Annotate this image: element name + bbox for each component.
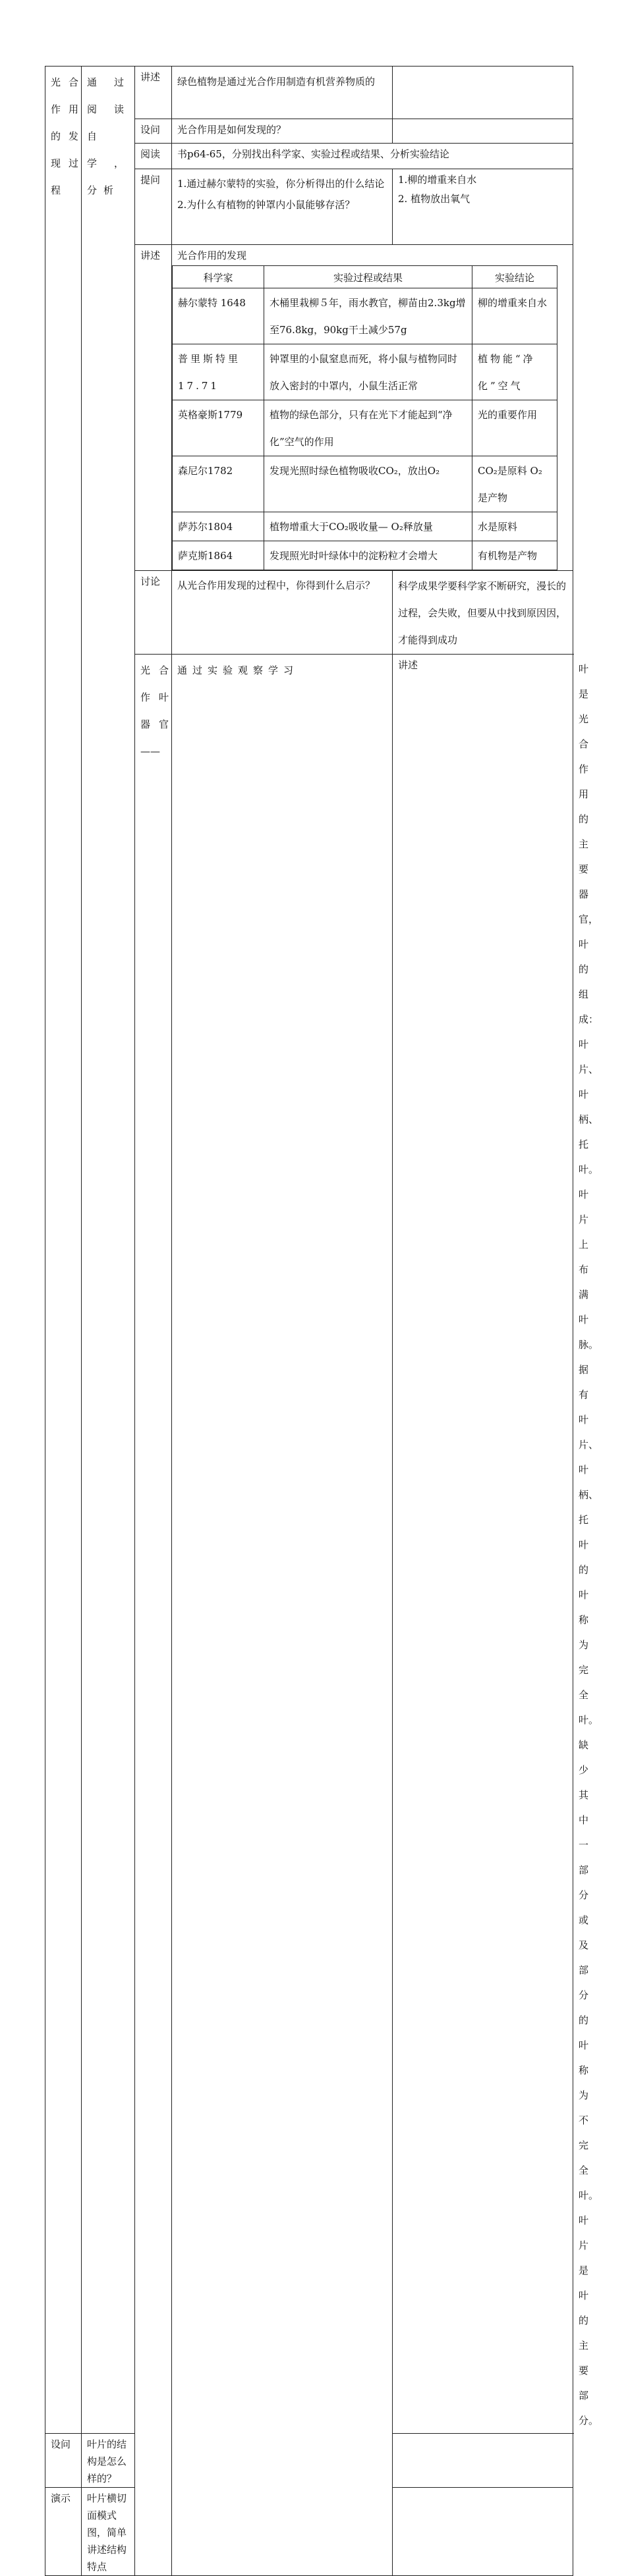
table-row — [173, 400, 557, 456]
conclusion-cell: 水是原料 — [472, 512, 557, 541]
table-row — [173, 344, 557, 400]
conclusion-cell: 有机物是产物 — [472, 541, 557, 570]
column-header: 实验结论 — [472, 266, 557, 288]
table-row — [45, 67, 573, 119]
content-cell: 叶片的结构是怎么样的？ — [82, 2434, 135, 2488]
conclusion-cell: 植物能“净化”空气 — [472, 344, 557, 400]
answer-cell: 1.柳的增重来自水 2. 植物放出氧气 — [393, 169, 573, 245]
answer-cell: 科学成果学要科学家不断研究，漫长的过程，会失败，但要从中找到原因因，才能得到成功 — [393, 571, 573, 655]
label-cell: 设问 — [45, 2434, 82, 2488]
label-cell: 讨论 — [135, 571, 172, 655]
column-header: 科学家 — [173, 266, 264, 288]
table-row — [173, 541, 557, 570]
method-cell: 通过阅读自学，分析 — [82, 67, 135, 2434]
scientist-cell: 萨苏尔1804 — [173, 512, 264, 541]
discovery-table — [172, 265, 557, 570]
table-row — [173, 288, 557, 344]
label-cell: 讲述 — [135, 245, 172, 571]
answer-cell — [393, 2434, 573, 2488]
table-row — [173, 512, 557, 541]
content-cell: 1.通过赫尔蒙特的实验，你分析得出的什么结论 2.为什么有植物的钟罩内小鼠能够存活？ — [172, 169, 393, 245]
method-cell: 通过实验观察学习 — [172, 655, 393, 2576]
answer-cell — [393, 2488, 573, 2576]
lesson-plan-table — [45, 66, 599, 2576]
conclusion-cell: 光的重要作用 — [472, 400, 557, 456]
topic-cell: 光合作用的发现过程 — [45, 67, 82, 2434]
table-row — [173, 456, 557, 512]
label-cell: 设问 — [135, 119, 172, 144]
process-cell: 植物增重大于CO₂吸收量— O₂释放量 — [264, 512, 472, 541]
content-cell: 书p64-65，分别找出科学家、实验过程或结果、分析实验结论 — [172, 144, 573, 169]
process-cell: 发现照光时叶绿体中的淀粉粒才会增大 — [264, 541, 472, 570]
content-cell: 光合作用是如何发现的？ — [172, 119, 393, 144]
label-cell: 讲述 — [135, 67, 172, 119]
column-header: 实验过程或结果 — [264, 266, 472, 288]
scientist-cell: 普里斯特里17.71 — [173, 344, 264, 400]
process-cell: 发现光照时绿色植物吸收CO₂，放出O₂ — [264, 456, 472, 512]
scientist-cell: 萨克斯1864 — [173, 541, 264, 570]
content-cell: 从光合作用发现的过程中，你得到什么启示？ — [172, 571, 393, 655]
topic-cell: 光合作叶器官—— — [135, 655, 172, 2576]
scientist-cell: 赫尔蒙特 1648 — [173, 288, 264, 344]
process-cell: 钟罩里的小鼠窒息而死，将小鼠与植物同时放入密封的中罩内，小鼠生活正常 — [264, 344, 472, 400]
process-cell: 木桶里栽柳５年，雨水教官，柳苗由2.3kg增至76.8kg，90kg干土减少57g — [264, 288, 472, 344]
content-cell: 光合作用的发现 科学家 实验过程或结果 实验结论 赫尔蒙特 1648 木桶里栽柳５年，雨水教官，柳苗由2.3kg增至76.8kg，90kg干土减少57g 柳的增重来自水 普里斯特里17.71 钟罩里的小鼠窒息而死，将小鼠与植物同时放入密封的中罩内，小鼠生活正常 植物能“净化”空气 英格豪斯1779 植物的绿色部分，只有在光下才能起到“净化”空气的作用 光的重要作用 森尼尔1782 发现光照时绿色植物吸收CO₂，放出O₂ CO₂是原料 O₂是产物 萨苏尔1804 植物增重大于CO₂吸收量— O₂释放量 水是原料 萨克斯1864 发现照光时叶绿体中的淀粉粒才会增大 有机物是产物 — [172, 245, 573, 571]
label-cell: 演示 — [45, 2488, 82, 2576]
label-cell: 提问 — [135, 169, 172, 245]
process-cell: 植物的绿色部分，只有在光下才能起到“净化”空气的作用 — [264, 400, 472, 456]
conclusion-cell: CO₂是原料 O₂是产物 — [472, 456, 557, 512]
content-cell: 叶片横切面模式图，简单讲述结构特点 — [82, 2488, 135, 2576]
conclusion-cell: 柳的增重来自水 — [472, 288, 557, 344]
scientist-cell: 森尼尔1782 — [173, 456, 264, 512]
table-header-row — [173, 266, 557, 288]
content-cell: 绿色植物是通过光合作用制造有机营养物质的 — [172, 67, 393, 119]
answer-cell — [393, 119, 573, 144]
label-cell: 讲述 — [393, 655, 573, 2434]
answer-cell — [393, 67, 573, 119]
table-row: 光合作叶器官—— 通过实验观察学习 讲述 叶是光合作用的主要器官，叶的组成：叶片、叶柄、托叶。叶片上布满叶脉。据有叶片、叶柄、托叶的叶称为完全叶。缺少其中一部分或及部分的叶称为不完全叶。叶片是叶的主要部分。 — [45, 655, 573, 2434]
scientist-cell: 英格豪斯1779 — [173, 400, 264, 456]
label-cell: 阅读 — [135, 144, 172, 169]
